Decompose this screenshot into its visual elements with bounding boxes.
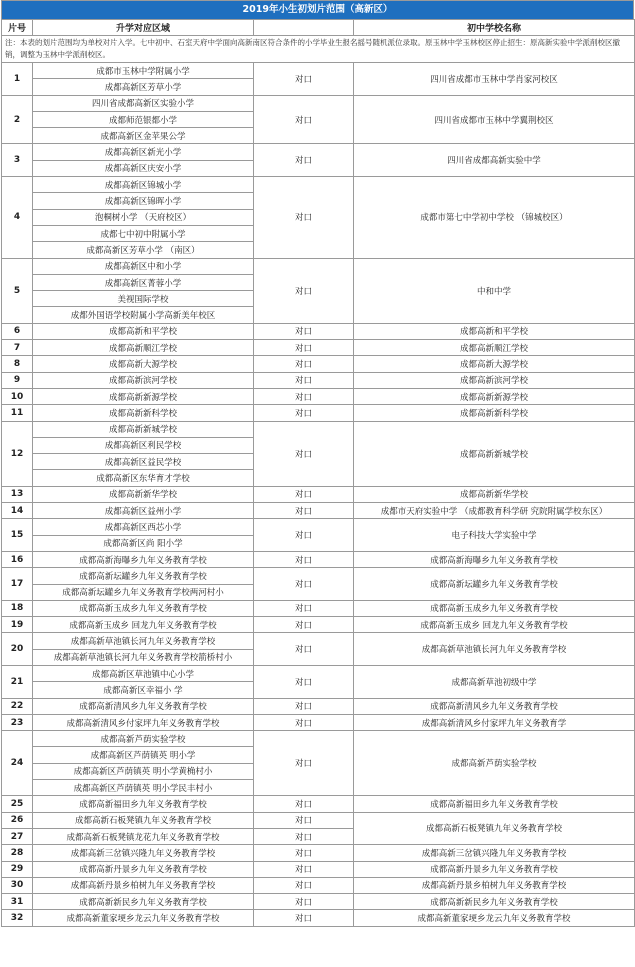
middle-school-name: 成都高新玉成乡 回龙九年义务教育学校 xyxy=(354,617,635,633)
primary-school-name: 成都高新区益民学校 xyxy=(33,454,254,470)
primary-school-name: 泡桐树小学 （天府校区） xyxy=(33,209,254,225)
table-row xyxy=(2,796,635,812)
zone-number: 3 xyxy=(2,144,33,177)
assignment-type: 对口 xyxy=(254,372,354,388)
primary-school-name: 成都高新区金苹果公学 xyxy=(33,128,254,144)
zone-number: 11 xyxy=(2,405,33,421)
primary-school-name: 成都市玉林中学附属小学 xyxy=(33,63,254,79)
primary-school-name: 成都高新区锦城小学 xyxy=(33,177,254,193)
primary-school-name: 成都高新区锦晖小学 xyxy=(33,193,254,209)
table-row xyxy=(2,421,635,437)
middle-school-name: 成都高新新源学校 xyxy=(354,388,635,404)
header-no: 片号 xyxy=(2,20,33,36)
assignment-type: 对口 xyxy=(254,258,354,323)
assignment-type: 对口 xyxy=(254,405,354,421)
zone-number: 4 xyxy=(2,177,33,258)
assignment-type: 对口 xyxy=(254,731,354,796)
zone-number: 14 xyxy=(2,503,33,519)
primary-school-name: 成都高新清风乡付家坪九年义务教育学校 xyxy=(33,714,254,730)
primary-school-name: 成都高新和平学校 xyxy=(33,323,254,339)
assignment-type: 对口 xyxy=(254,828,354,844)
assignment-type: 对口 xyxy=(254,910,354,926)
assignment-type: 对口 xyxy=(254,796,354,812)
assignment-type: 对口 xyxy=(254,503,354,519)
zone-number: 24 xyxy=(2,731,33,796)
primary-school-name: 成都师范银都小学 xyxy=(33,111,254,127)
note-text: 注：本表的划片范围均为单校对片入学。七中初中、石室天府中学面向高新南区符合条件的小学毕业生报名摇号随机派位录取。原玉林中学玉林校区停止招生：原高新实验中学派削校区撤销，调整为玉林中学派削校区。 xyxy=(2,36,635,63)
middle-school-name: 电子科技大学实验中学 xyxy=(354,519,635,552)
primary-school-name: 成都高新清风乡九年义务教育学校 xyxy=(33,698,254,714)
assignment-type: 对口 xyxy=(254,144,354,177)
primary-school-name: 成都高新区益州小学 xyxy=(33,503,254,519)
table-row xyxy=(2,731,635,747)
table-body xyxy=(2,63,635,927)
table-row xyxy=(2,340,635,356)
primary-school-name: 成都高新滨河学校 xyxy=(33,372,254,388)
assignment-type: 对口 xyxy=(254,356,354,372)
table-row xyxy=(2,519,635,535)
primary-school-name: 成都高新区草池镇中心小学 xyxy=(33,665,254,681)
note-row xyxy=(2,36,635,63)
zone-number: 18 xyxy=(2,600,33,616)
primary-school-name: 成都高新坛罐乡九年义务教育学校两河村小 xyxy=(33,584,254,600)
primary-school-name: 成都高新区芦荫镇英 明小学黄桷村小 xyxy=(33,763,254,779)
table-row xyxy=(2,910,635,926)
primary-school-name: 成都高新区芦荫镇英 明小学民丰村小 xyxy=(33,780,254,796)
table-row xyxy=(2,372,635,388)
table-row xyxy=(2,714,635,730)
middle-school-name: 中和中学 xyxy=(354,258,635,323)
primary-school-name: 成都外国语学校附属小学高新美年校区 xyxy=(33,307,254,323)
primary-school-name: 成都高新石板凳镇龙花九年义务教育学校 xyxy=(33,828,254,844)
middle-school-name: 成都高新顺江学校 xyxy=(354,340,635,356)
primary-school-name: 成都高新区东华育才学校 xyxy=(33,470,254,486)
table-row xyxy=(2,95,635,111)
primary-school-name: 成都高新区尚 阳小学 xyxy=(33,535,254,551)
middle-school-name: 成都高新新民乡九年义务教育学校 xyxy=(354,894,635,910)
primary-school-name: 成都高新福田乡九年义务教育学校 xyxy=(33,796,254,812)
primary-school-name: 美视国际学校 xyxy=(33,291,254,307)
primary-school-name: 成都高新区新光小学 xyxy=(33,144,254,160)
primary-school-name: 成都七中初中附属小学 xyxy=(33,225,254,241)
primary-school-name: 成都高新区利民学校 xyxy=(33,437,254,453)
middle-school-name: 成都高新清风乡九年义务教育学校 xyxy=(354,698,635,714)
middle-school-name: 四川省成都市玉林中学肖家河校区 xyxy=(354,63,635,96)
primary-school-name: 成都高新区庆安小学 xyxy=(33,160,254,176)
assignment-type: 对口 xyxy=(254,665,354,698)
table-row xyxy=(2,617,635,633)
middle-school-name: 成都高新草池镇长河九年义务教育学校 xyxy=(354,633,635,666)
middle-school-name: 成都高新滨河学校 xyxy=(354,372,635,388)
zone-number: 8 xyxy=(2,356,33,372)
zone-number: 26 xyxy=(2,812,33,828)
primary-school-name: 成都高新顺江学校 xyxy=(33,340,254,356)
primary-school-name: 四川省成都高新区实验小学 xyxy=(33,95,254,111)
assignment-type: 对口 xyxy=(254,714,354,730)
table-row xyxy=(2,144,635,160)
zone-number: 16 xyxy=(2,551,33,567)
assignment-type: 对口 xyxy=(254,323,354,339)
middle-school-name: 成都高新新华学校 xyxy=(354,486,635,502)
middle-school-name: 成都市天府实验中学 （成都教育科学研 究院附属学校东区） xyxy=(354,503,635,519)
table-row xyxy=(2,551,635,567)
middle-school-name: 成都高新和平学校 xyxy=(354,323,635,339)
zone-number: 10 xyxy=(2,388,33,404)
assignment-type: 对口 xyxy=(254,600,354,616)
primary-school-name: 成都高新三岔镇兴隆九年义务教育学校 xyxy=(33,845,254,861)
middle-school-name: 成都高新新城学校 xyxy=(354,421,635,486)
middle-school-name: 成都高新董家埂乡龙云九年义务教育学校 xyxy=(354,910,635,926)
zone-number: 5 xyxy=(2,258,33,323)
primary-school-name: 成都高新石板凳镇九年义务教育学校 xyxy=(33,812,254,828)
primary-school-name: 成都高新区芦荫镇英 明小学 xyxy=(33,747,254,763)
zone-number: 9 xyxy=(2,372,33,388)
zone-number: 32 xyxy=(2,910,33,926)
primary-school-name: 成都高新区中和小学 xyxy=(33,258,254,274)
table-row xyxy=(2,388,635,404)
zone-number: 7 xyxy=(2,340,33,356)
zone-number: 21 xyxy=(2,665,33,698)
table-row xyxy=(2,323,635,339)
table-row xyxy=(2,812,635,828)
assignment-type: 对口 xyxy=(254,698,354,714)
primary-school-name: 成都高新玉成乡 回龙九年义务教育学校 xyxy=(33,617,254,633)
primary-school-name: 成都高新草池镇长河九年义务教育学校箭桥村小 xyxy=(33,649,254,665)
primary-school-name: 成都高新区西芯小学 xyxy=(33,519,254,535)
primary-school-name: 成都高新大源学校 xyxy=(33,356,254,372)
middle-school-name: 成都高新丹景乡柏树九年义务教育学校 xyxy=(354,877,635,893)
zone-number: 20 xyxy=(2,633,33,666)
middle-school-name: 成都高新石板凳镇九年义务教育学校 xyxy=(354,812,635,845)
middle-school-name: 成都高新海曝乡九年义务教育学校 xyxy=(354,551,635,567)
zone-number: 12 xyxy=(2,421,33,486)
middle-school-name: 成都高新大源学校 xyxy=(354,356,635,372)
assignment-type: 对口 xyxy=(254,519,354,552)
primary-school-name: 成都高新区菁蓉小学 xyxy=(33,274,254,290)
zoning-sheet xyxy=(1,0,634,927)
table-row xyxy=(2,356,635,372)
table-row xyxy=(2,486,635,502)
table-row xyxy=(2,861,635,877)
table-row xyxy=(2,177,635,193)
assignment-type: 对口 xyxy=(254,421,354,486)
zone-number: 2 xyxy=(2,95,33,144)
table-row xyxy=(2,258,635,274)
table-row xyxy=(2,845,635,861)
middle-school-name: 成都市第七中学初中学校 （锦城校区） xyxy=(354,177,635,258)
assignment-type: 对口 xyxy=(254,812,354,828)
primary-school-name: 成都高新海曝乡九年义务教育学校 xyxy=(33,551,254,567)
primary-school-name: 成都高新区芳草小学 （南区） xyxy=(33,242,254,258)
table-row xyxy=(2,877,635,893)
assignment-type: 对口 xyxy=(254,877,354,893)
assignment-type: 对口 xyxy=(254,894,354,910)
assignment-type: 对口 xyxy=(254,617,354,633)
middle-school-name: 成都高新芦荫实验学校 xyxy=(354,731,635,796)
zone-number: 1 xyxy=(2,63,33,96)
assignment-type: 对口 xyxy=(254,388,354,404)
middle-school-name: 成都高新新科学校 xyxy=(354,405,635,421)
table-row xyxy=(2,633,635,649)
zoning-table xyxy=(1,19,635,927)
table-row xyxy=(2,894,635,910)
header-school: 初中学校名称 xyxy=(354,20,635,36)
assignment-type: 对口 xyxy=(254,568,354,601)
table-row xyxy=(2,665,635,681)
assignment-type: 对口 xyxy=(254,633,354,666)
assignment-type: 对口 xyxy=(254,63,354,96)
table-row xyxy=(2,405,635,421)
primary-school-name: 成都高新董家埂乡龙云九年义务教育学校 xyxy=(33,910,254,926)
assignment-type: 对口 xyxy=(254,95,354,144)
table-row xyxy=(2,568,635,584)
primary-school-name: 成都高新新民乡九年义务教育学校 xyxy=(33,894,254,910)
primary-school-name: 成都高新坛罐乡九年义务教育学校 xyxy=(33,568,254,584)
primary-school-name: 成都高新区幸福小 学 xyxy=(33,682,254,698)
zone-number: 30 xyxy=(2,877,33,893)
table-row xyxy=(2,698,635,714)
table-row xyxy=(2,600,635,616)
middle-school-name: 成都高新丹景乡九年义务教育学校 xyxy=(354,861,635,877)
assignment-type: 对口 xyxy=(254,177,354,258)
zone-number: 25 xyxy=(2,796,33,812)
header-row xyxy=(2,20,635,36)
assignment-type: 对口 xyxy=(254,551,354,567)
middle-school-name: 成都高新坛罐乡九年义务教育学校 xyxy=(354,568,635,601)
table-row xyxy=(2,63,635,79)
header-type xyxy=(254,20,354,36)
assignment-type: 对口 xyxy=(254,861,354,877)
middle-school-name: 成都高新玉成乡九年义务教育学校 xyxy=(354,600,635,616)
zone-number: 31 xyxy=(2,894,33,910)
zone-number: 28 xyxy=(2,845,33,861)
middle-school-name: 成都高新福田乡九年义务教育学校 xyxy=(354,796,635,812)
header-area: 升学对应区域 xyxy=(33,20,254,36)
middle-school-name: 四川省成都市玉林中学翼荆校区 xyxy=(354,95,635,144)
zone-number: 22 xyxy=(2,698,33,714)
primary-school-name: 成都高新芦荫实验学校 xyxy=(33,731,254,747)
primary-school-name: 成都高新丹景乡九年义务教育学校 xyxy=(33,861,254,877)
zone-number: 6 xyxy=(2,323,33,339)
zone-number: 23 xyxy=(2,714,33,730)
zone-number: 13 xyxy=(2,486,33,502)
primary-school-name: 成都高新区芳草小学 xyxy=(33,79,254,95)
zone-number: 27 xyxy=(2,828,33,844)
primary-school-name: 成都高新丹景乡柏树九年义务教育学校 xyxy=(33,877,254,893)
sheet-title: 2019年小生初划片范围（高新区） xyxy=(1,0,634,19)
primary-school-name: 成都高新新城学校 xyxy=(33,421,254,437)
middle-school-name: 成都高新草池初级中学 xyxy=(354,665,635,698)
zone-number: 19 xyxy=(2,617,33,633)
primary-school-name: 成都高新新源学校 xyxy=(33,388,254,404)
middle-school-name: 四川省成都高新实验中学 xyxy=(354,144,635,177)
zone-number: 17 xyxy=(2,568,33,601)
table-row xyxy=(2,503,635,519)
primary-school-name: 成都高新新华学校 xyxy=(33,486,254,502)
assignment-type: 对口 xyxy=(254,845,354,861)
zone-number: 15 xyxy=(2,519,33,552)
middle-school-name: 成都高新三岔镇兴隆九年义务教育学校 xyxy=(354,845,635,861)
primary-school-name: 成都高新玉成乡九年义务教育学校 xyxy=(33,600,254,616)
primary-school-name: 成都高新草池镇长河九年义务教育学校 xyxy=(33,633,254,649)
middle-school-name: 成都高新清风乡付家坪九年义务教育学 xyxy=(354,714,635,730)
assignment-type: 对口 xyxy=(254,340,354,356)
zone-number: 29 xyxy=(2,861,33,877)
primary-school-name: 成都高新新科学校 xyxy=(33,405,254,421)
assignment-type: 对口 xyxy=(254,486,354,502)
